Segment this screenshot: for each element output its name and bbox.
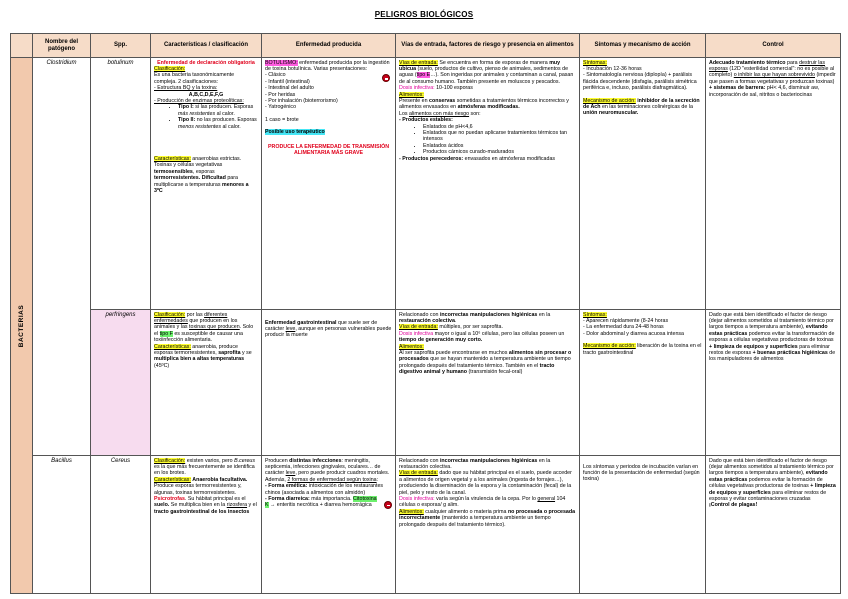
vias-entrada-paragraph: Vías de entrada: múltiples, por ser saprofita. (399, 324, 503, 331)
header-sintomas: Síntomas y mecanismo de acción (580, 34, 706, 58)
cell-control-cereus (706, 456, 841, 594)
header-blank (11, 34, 33, 58)
group-label: BACTERIAS (17, 304, 25, 347)
clasificacion-paragraph: Clasificación: por las diferentes enfermedades que producen en los animales y las toxinas que producen. Solo el tipo F es susceptible de causar una toxiinfección alimentaria. (154, 311, 254, 344)
list-item: • Enlatados que no puedan aplicarse tratamientos térmicos tan intensos (423, 130, 576, 143)
list-item: • Enlatados ácidos (423, 143, 576, 149)
list-item: - Dolor abdominal y diarrea acuosa intensa (583, 330, 684, 337)
spp-botulinum: botulinum (91, 58, 151, 310)
cell-enfermedad-cereus (262, 456, 396, 594)
header-spp: Spp. (91, 34, 151, 58)
estructura-label: - Estructura BQ y la toxina: (154, 85, 218, 92)
sintomas-label: Síntomas: (583, 59, 607, 66)
alimentos-paragraph: Presente en conservas sometidas a tratamientos térmicos incorrectos y alimentos envasados en atmósferas modificadas. (399, 97, 569, 111)
group-cell-bacterias (11, 58, 33, 594)
posible-uso: Posible uso terapéutico (265, 129, 325, 136)
vias-entrada-paragraph: Vías de entrada: Se encuentra en forma de esporas de manera muy ubicua (suelo, productos de cultivo, pienso de animales, sedimentos de aguas (tipo E…). Son ingeridas por animales y contaminan a canal, pasan de al consumo humano. También presente en moluscos y pescados. (399, 59, 574, 85)
list-item: - Aparecen rápidamente (8-24 horas (583, 317, 669, 324)
sintomas-text: Los síntomas y periodos de incubación varían en función de la presentación de enfermedad (según toxina) (583, 463, 700, 483)
relacionado-paragraph: Relacionado con incorrectas manipulaciones higiénicas en la restauración colectiva. (399, 311, 551, 324)
declaracion-note: Enfermedad de declaración obligatoria (157, 59, 255, 66)
list-item: • Tipo II: no las producen. Esporas menos resistentes al calor. (178, 117, 258, 130)
formas-paragraph: Además, 2 formas de enfermedad según toxina: (265, 476, 379, 483)
forma-emetica: - Forma emética: intoxicación de los restaurantes chinos (asociada a alimentos con almidón) (265, 483, 384, 496)
botulismo-label: BOTULISMO: (265, 59, 298, 66)
toxin-types: A,B,C,D,E,F,G (188, 91, 224, 98)
list-item: - Incubación 12-36 horas (583, 65, 642, 72)
cell-enfermedad-perfringens (262, 310, 396, 456)
list-item: - Yatrogénico (265, 104, 297, 111)
header-row (11, 34, 841, 58)
list-item: - La enfermedad dura 24-48 horas (583, 324, 664, 331)
list-item: - Por inhalación (bioterrorismo) (265, 97, 338, 104)
caracteristicas-paragraph: Características: anaerobia, produce esporas termorresistentes, saprofita y se multiplica bien a altas temperaturas (45ºC) (154, 343, 252, 369)
caracteristicas-paragraph: Características: Anaerobia facultativa. Produce esporas termorresistentes y, algunas, toxinas termorresistentes. (154, 476, 248, 496)
clasificacion-paragraph: Clasificación: existen varios, pero B.cereus es la que más frecuentemente se identifica en los brotes. (154, 457, 255, 477)
control-paragraph: Adecuado tratamiento térmico para destruir las esporas (12D "esterilidad comercial": no es posible al completo) o inhibir las que hayan sobrevivido (impedir que pasen a formas vegetativas y produzcan toxinas) + sistemas de barrera: pH< 4,6, disminuir aw, incorporación de sal, nitritos o bacteriocinas (709, 59, 836, 98)
page-title: PELIGROS BIOLÓGICOS (374, 10, 474, 19)
header-vias: Vías de entrada, factores de riesgo y presencia en alimentos (396, 34, 580, 58)
cell-caracteristicas-cereus (151, 456, 262, 594)
control-paragraph: Dado que está bien identificado el factor de riesgo (dejar alimentos sometidos al tratamiento térmico por largos tiempos a temperatura ambiente), evitando estas prácticas podemos evitar la transformación de esporas a células vegetativas productoras de toxinas + limpieza de equipos y superficies para eliminar restos de esporas + buenas prácticas higiénicas de los manipuladores de alimentos (709, 311, 836, 363)
clasificacion-text: Es una bacteria taxonómicamente compleja. 2 clasificaciones: (154, 72, 235, 85)
infecciones-paragraph: Producen distintas infecciones: meningitis, septicemia, infecciones gingivales, oculares… de carácter leve, pero puede producir cuadros mortales. (265, 457, 390, 477)
alimentos-label: Alimentos: (399, 343, 424, 350)
cell-vias-perfringens (396, 310, 580, 456)
perecederos-paragraph: - Productos perecederos: envasados en atmósferas modificadas (399, 155, 556, 162)
riesgo-paragraph: Los alimentos con más riesgo son: (399, 110, 481, 117)
alimentos-paragraph: Al ser saprofita puede encontrarse en muchos alimentos sin procesar o procesados que se hayan mantenido a temperatura ambiente un tiempo prolongado después del tratamiento térmico. También en el tracto digestivo animal y humano (transmisión fecal-oral) (399, 349, 572, 376)
list-item: - Intestinal del adulto (265, 85, 314, 92)
tipos-list (154, 104, 258, 130)
cell-enfermedad-botulinum (262, 58, 396, 310)
caso-brote: 1 caso = brote (265, 116, 299, 123)
habitat-paragraph: Psicrotrofas. Su hábitat principal es el suelo. Se multiplica bien en la rizosfera y el tracto gastrointestinal de los insectos (154, 495, 257, 515)
vias-entrada-paragraph: Vías de entrada: dado que su hábitat principal es el suelo, puede acceder a alimentos de origen vegetal y a los animales (ingesta de forrajes…), produciendo la diseminación de la espora y la contaminación (fecal) de la piel, pelo y resto de la canal. (399, 470, 572, 496)
control-paragraph: Dado que está bien identificado el factor de riesgo (dejar alimentos sometidos al tratamiento térmico por largos tiempos a temperatura ambiente), evitando estas prácticas podemos evitar la formación de células vegetativas productoras de toxinas + limpieza de equipos y superficies para eliminar restos de esporas y evitar contaminaciones cruzadas (709, 457, 836, 502)
enfermedad-paragraph: Enfermedad gastrointestinal que suele ser de carácter leve, aunque en personas vulnerables puede producir la muerte (265, 319, 392, 339)
mecanismo-paragraph: Mecanismo de acción: liberación de la toxina en el tracto gastrointestinal (583, 343, 702, 356)
dosis-paragraph: Dosis infectiva: 10-100 esporas (399, 85, 473, 92)
cell-control-perfringens (706, 310, 841, 456)
genus-clostridium: Clostridium (33, 58, 91, 456)
spp-perfringens: perfringens (91, 310, 151, 456)
sintomas-label: Síntomas: (583, 311, 607, 318)
cell-sintomas-botulinum (580, 58, 706, 310)
forma-diarreica: - Forma diarreica: más importancia. Citotoxina K → enteritis necrótica + diarrea hemorrágica (265, 496, 392, 509)
header-caracteristicas: Características / clasificación (151, 34, 262, 58)
cell-vias-botulinum (396, 58, 580, 310)
presentaciones-list (265, 72, 392, 110)
cell-control-botulinum (706, 58, 841, 310)
dosis-paragraph: Dosis infectiva: varía según la virulencia de la cepa. Por lo general 104 células o esporas/ g alim. (399, 495, 566, 509)
list-item: - Infantil (intestinal) (265, 78, 310, 85)
list-item: - Sintomatología nerviosa (diplopía) + parálisis flácida descendente (disfagia, parálisis simétrica periférica e, incluso, parálisis diafragmática). (583, 72, 697, 92)
list-item: • Enlatados de pH<4,6 (423, 124, 576, 130)
produce-note: PRODUCE LA ENFERMEDAD DE TRANSMISIÓN ALIMENTARIA MÁS GRAVE (267, 143, 390, 156)
header-nombre: Nombre del patógeno (33, 34, 91, 58)
cell-sintomas-perfringens (580, 310, 706, 456)
cell-caracteristicas-botulinum (151, 58, 262, 310)
header-enfermedad: Enfermedad producida (262, 34, 396, 58)
list-item: • Tipo I: si las producen. Esporas más resistentes al calor. (178, 104, 258, 117)
table-row-cereus (11, 456, 841, 594)
alimentos-paragraph: Alimentos: cualquier alimento o materia prima no procesada o procesada incorrectamente (mantenido a temperatura ambiente un tiempo prolongado después del tratamiento térmico). (399, 508, 576, 528)
botulismo-text: enfermedad producida por la ingestión de toxina botulínica. Varias presentaciones: (265, 59, 390, 72)
genus-bacillus: Bacillus (33, 456, 91, 594)
estables-label: - Productos estables: (399, 117, 453, 124)
list-item: • Productos cárnicos curado-madurados (423, 149, 576, 155)
table-row-perfringens (11, 310, 841, 456)
caracteristicas-paragraph: Características: anaerobias estrictas. Toxinas y células vegetativas termosensibles, esporas termorresistentes. Dificultad para multiplicarse a temperaturas menores a 3ºC (154, 155, 249, 194)
stop-sign-icon (384, 501, 392, 509)
relacionado-paragraph: Relacionado con incorrectas manipulaciones higiénicas en la restauración colectiva. (399, 457, 551, 470)
produccion-label: - Producción de enzimas proteolíticas: (154, 97, 244, 104)
header-control: Control (706, 34, 841, 58)
control-plagas: ¡Control de plagas! (709, 502, 758, 509)
cell-vias-cereus (396, 456, 580, 594)
spp-cereus: Cereus (91, 456, 151, 594)
list-item: - Clásico (265, 72, 286, 79)
estables-list (399, 124, 576, 156)
table-row-botulinum (11, 58, 841, 310)
hazards-table (10, 33, 841, 594)
dosis-paragraph: Dosis infectiva mayor o igual a 10⁶ células, pero las células poseen un tiempo de generación muy corto. (399, 330, 565, 344)
cell-sintomas-cereus (580, 456, 706, 594)
cell-caracteristicas-perfringens (151, 310, 262, 456)
clasificacion-label: Clasificación: (154, 65, 186, 72)
mecanismo-paragraph: Mecanismo de acción: inhibidor de la secreción de Ach en las terminaciones colinérgicas de la unión neuromuscular. (583, 97, 700, 117)
list-item: - Por heridas (265, 91, 296, 98)
alimentos-label: Alimentos: (399, 91, 424, 98)
